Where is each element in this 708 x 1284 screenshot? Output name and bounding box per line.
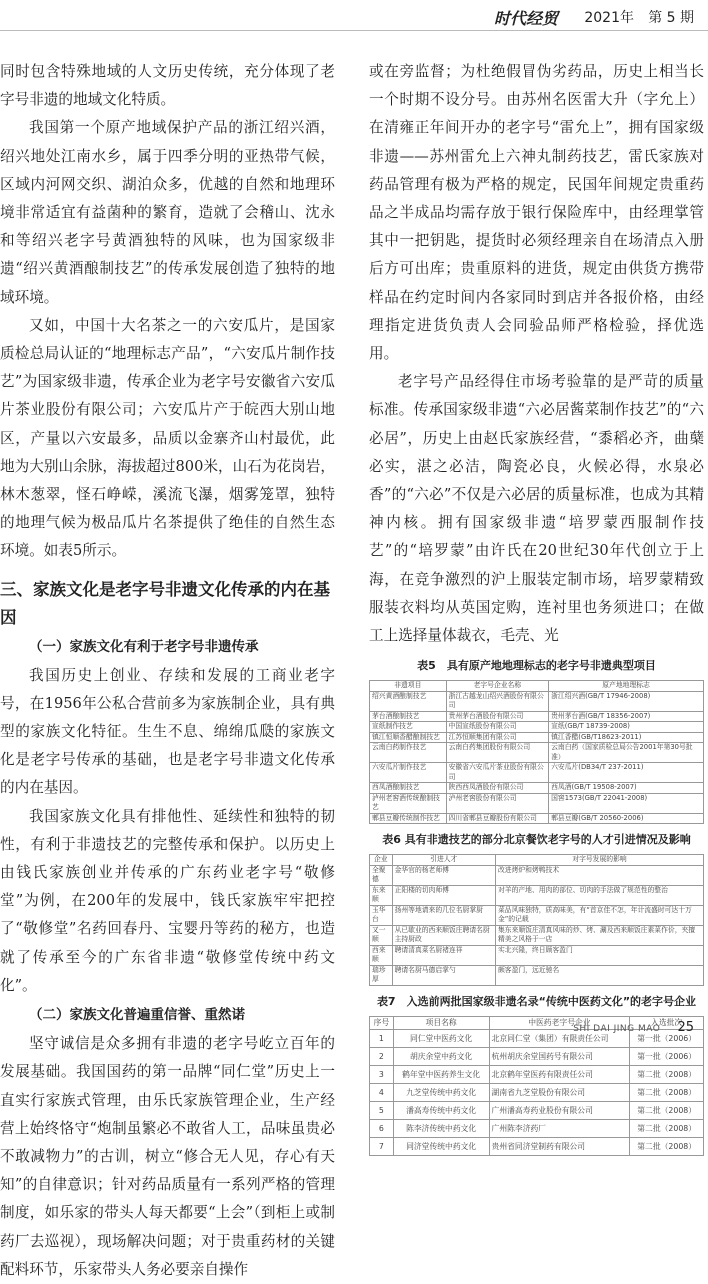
table-row xyxy=(370,1138,704,1156)
paragraph: 我国历史上创业、存续和发展的工商业老字号，在1956年公私合营前多为家族制企业，具有典型的家族文化特征。生生不息、绵绵瓜瓞的家族文化是老字号传承的基础，也是老字号非遗文化传承的内在基因。 xyxy=(0,666,335,797)
table-cell: 7 xyxy=(370,1138,394,1156)
table-cell: 玉华台 xyxy=(370,905,393,925)
table-cell: 湖南省九芝堂股份有限公司 xyxy=(489,1084,630,1102)
table-cell: 安徽省六安瓜片茶业股份有限公司 xyxy=(446,763,549,783)
table-cell: 北京同仁堂（集团）有限责任公司 xyxy=(489,1030,630,1048)
journal-name: 时代经贸 xyxy=(493,9,558,28)
table-cell: 又一顺 xyxy=(370,925,393,945)
table-cell: 陈李济传统中药文化 xyxy=(393,1120,489,1138)
paragraph: 或在旁监督；为杜绝假冒伪劣药品，历史上相当长一个时期不设分号。由苏州名医雷大升（字允上）在清雍正年间开办的老字号“雷允上”，拥有国家级非遗——苏州雷允上六神丸制药技艺，雷氏家族对药品管理有极为严格的规定，民国年间规定贵重药品之半成品均需存放于银行保险库中，由经理掌管其中一把钥匙，提货时必须经理亲自在场清点入册后方可出库；贵重原料的进货，规定由供货方携带样品在约定时间内各家同时到店并各报价格，由经理指定进货负责人会同验品师严格检验，择优选用。 xyxy=(369,63,704,363)
table-cell: 贵州茅台酒股份有限公司 xyxy=(446,711,549,722)
table-cell: 正阳楼的切肉师傅 xyxy=(392,885,495,905)
table-cell: 云南白药制作技艺 xyxy=(370,743,447,763)
table-row xyxy=(370,813,704,824)
table-cell: 云南白药（国家质检总局公告2001年第30号批准） xyxy=(549,743,704,763)
table-row xyxy=(370,925,704,945)
table-cell: 陕西西凤酒股份有限公司 xyxy=(446,783,549,794)
table-cell: 从已歇业的西来顺饭庄聘请名厨主持厨政 xyxy=(392,925,495,945)
table-cell: 贵州省同济堂制药有限公司 xyxy=(489,1138,630,1156)
table-row xyxy=(370,722,704,733)
table-cell: 同济堂传统中药文化 xyxy=(393,1138,489,1156)
table-header: 对字号发展的影响 xyxy=(495,855,703,866)
table-cell: 5 xyxy=(370,1102,394,1120)
table-cell: 宣纸(GB/T 18739-2008) xyxy=(549,722,704,733)
table-cell: 改进烤炉和烤鸭技术 xyxy=(495,865,703,885)
table-cell: 对羊的产地、用肉的部位、切肉的手法做了规范性的整治 xyxy=(495,885,703,905)
subsection-heading: （一）家族文化有利于老字号非遗传承 xyxy=(29,638,259,655)
table-row xyxy=(370,1102,704,1120)
table-header: 非遗项目 xyxy=(370,681,447,692)
table-header: 原产地地理标志 xyxy=(549,681,704,692)
table-header: 中医药老字号企业 xyxy=(489,1016,630,1030)
table-cell: 中国宣纸股份有限公司 xyxy=(446,722,549,733)
table-cell: 6 xyxy=(370,1120,394,1138)
table-cell: 聘请清真菜名厨褚连祥 xyxy=(392,945,495,965)
table-cell: 茅台酒酿制技艺 xyxy=(370,711,447,722)
table-cell: 江苏恒顺集团有限公司 xyxy=(446,732,549,743)
table7 xyxy=(369,1016,704,1157)
table-cell: 西来顺 xyxy=(370,945,393,965)
table-cell: 实北兴隆，终日顾客盈门 xyxy=(495,945,703,965)
table-cell: 六安瓜片(DB34/T 237-2011) xyxy=(549,763,704,783)
table-cell: 泸州老窖股份有限公司 xyxy=(446,793,549,813)
table-header: 入选批次 xyxy=(630,1016,704,1030)
table-cell: 云南白药集团股份有限公司 xyxy=(446,743,549,763)
table-cell: 镇江香醋(GB/T18623-2011) xyxy=(549,732,704,743)
journal-issue: 第 5 期 xyxy=(648,10,694,26)
table-cell: 郫县豆瓣(GB/T 20560-2006) xyxy=(549,813,704,824)
table-cell: 第二批（2008） xyxy=(630,1120,704,1138)
table6-caption: 表6 具有非遗技艺的部分北京餐饮老字号的人才引进情况及影响 xyxy=(382,833,691,847)
table-row xyxy=(370,865,704,885)
table-cell: 鹤年堂中医药养生文化 xyxy=(393,1066,489,1084)
table-cell: 颇客盈门，远近驰名 xyxy=(495,965,703,985)
section-heading: 三、家族文化是老字号非遗文化传承的内在基因 xyxy=(0,579,330,627)
table-cell: 六安瓜片制作技艺 xyxy=(370,763,447,783)
table-cell: 九芝堂传统中药文化 xyxy=(393,1084,489,1102)
table-row xyxy=(370,1066,704,1084)
table-header: 企业 xyxy=(370,855,393,866)
table-cell: 第二批（2008） xyxy=(630,1066,704,1084)
table-cell: 镇江恒顺香醋酿制技艺 xyxy=(370,732,447,743)
table-row xyxy=(370,905,704,925)
table-header: 项目名称 xyxy=(393,1016,489,1030)
table-row xyxy=(370,945,704,965)
footer-magazine: SHI DAI JING MAO xyxy=(573,1024,661,1034)
table-cell: 瑞珍厚 xyxy=(370,965,393,985)
table-header: 引进人才 xyxy=(392,855,495,866)
table-cell: 国窖1573(GB/T 22041-2008) xyxy=(549,793,704,813)
table-cell: 广州陈李济药厂 xyxy=(489,1120,630,1138)
table-cell: 浙江绍兴酒(GB/T 17946-2008) xyxy=(549,691,704,711)
table-row xyxy=(370,793,704,813)
table-cell: 第二批（2008） xyxy=(630,1084,704,1102)
page-header xyxy=(0,0,708,34)
table-cell: 杭州胡庆余堂国药号有限公司 xyxy=(489,1048,630,1066)
table-cell: 2 xyxy=(370,1048,394,1066)
table-row xyxy=(370,743,704,763)
table-cell: 第二批（2008） xyxy=(630,1138,704,1156)
table-row xyxy=(370,965,704,985)
table-cell: 全聚德 xyxy=(370,865,393,885)
table-cell: 绍兴黄酒酿制技艺 xyxy=(370,691,447,711)
table5 xyxy=(369,680,704,824)
table-cell: 潘高寿传统中药文化 xyxy=(393,1102,489,1120)
table-row xyxy=(370,1084,704,1102)
table-cell: 菜品风味独特，质高味美，有“首京佳不怎，年计流盛时可达十万金”的记载 xyxy=(495,905,703,925)
table-header: 序号 xyxy=(370,1016,394,1030)
table-cell: 北京鹤年堂医药有限责任公司 xyxy=(489,1066,630,1084)
table-cell: 四川省郫县豆瓣股份有限公司 xyxy=(446,813,549,824)
table-cell: 浙江古越龙山绍兴酒股份有限公司 xyxy=(446,691,549,711)
table-cell: 贵州茅台酒(GB/T 18356-2007) xyxy=(549,711,704,722)
paragraph: 我国第一个原产地域保护产品的浙江绍兴酒，绍兴地处江南水乡，属于四季分明的亚热带气候，区域内河网交织、湖泊众多，优越的自然和地理环境非常适宜有益菌种的繁育，造就了会稽山、沈永和等绍兴老字号黄酒独特的风味，也为国家级非遗“绍兴黄酒酿制技艺”的传承发展创造了独特的地域环境。 xyxy=(0,119,335,306)
paragraph: 坚守诚信是众多拥有非遗的老字号屹立百年的发展基础。我国国药的第一品牌“同仁堂”历史上一直实行家族式管理，由乐氏家族管理企业，生产经营上始终恪守“炮制虽繁必不敢省人工，品味虽贵必不敢减物力”的古训，树立“修合无人见，存心有天知”的自律意识；针对药品质量有一系列严格的管理制度，如乐家的带头人每天都要“上会”（到柜上或制药厂去巡视），现场解决问题；对于贵重药材的关键配料环节，乐家带头人务必要亲自操作 xyxy=(0,1035,335,1278)
table-cell: 泸州老窖酒传统酿制技艺 xyxy=(370,793,447,813)
paragraph: 老字号产品经得住市场考验靠的是严苛的质量标准。传承国家级非遗“六必居酱菜制作技艺”的“六必居”，历史上由赵氏家族经营，“黍稻必齐，曲蘖必实，湛之必洁，陶瓷必良，火候必得，水泉必香”的“六必”不仅是六必居的质量标准，也成为其精神内核。拥有国家级非遗“培罗蒙西服制作技艺”的“培罗蒙”由许氏在20世纪30年代创立于上海，在竞争激烈的沪上服装定制市场，培罗蒙精致服装衣料均从英国定购，连衬里也务须进口；在做工上选择量体裁衣，毛壳、光 xyxy=(369,373,704,645)
page-number: 25 xyxy=(677,1020,694,1035)
table-row xyxy=(370,763,704,783)
table7-caption: 表7 入选前两批国家级非遗名录“传统中医药文化”的老字号企业 xyxy=(376,994,697,1008)
table-cell: 第一批（2006） xyxy=(630,1030,704,1048)
table-cell: 东来顺 xyxy=(370,885,393,905)
table-row xyxy=(370,783,704,794)
table5-caption: 表5 具有原产地地理标志的老字号非遗典型项目 xyxy=(417,659,656,673)
paragraph: 我国家族文化具有排他性、延续性和独特的韧性，有利于非遗技艺的完整传承和保护。以历史上由钱氏家族创业并传承的广东药业老字号“敬修堂”为例，在200年的发展中，钱氏家族牢牢把控了“敬修堂”名药回春丹、宝婴丹等药的秘方，也造就了传承至今的广东省非遗“敬修堂传统中药文化”。 xyxy=(0,807,335,994)
table-row xyxy=(370,1120,704,1138)
table-cell: 集东来顺饭庄清真风味的炒、烤、涮及西来顺饭庄素菜作价，夹擅精美之风格于一店 xyxy=(495,925,703,945)
table-cell: 第二批（2008） xyxy=(630,1102,704,1120)
header-rule xyxy=(0,30,708,31)
table-header: 老字号企业名称 xyxy=(446,681,549,692)
table-row xyxy=(370,885,704,905)
paragraph: 同时包含特殊地域的人文历史传统，充分体现了老字号非遗的地域文化特质。 xyxy=(0,63,335,109)
paragraph: 又如，中国十大名茶之一的六安瓜片，是国家质检总局认证的“地理标志产品”，“六安瓜片制作技艺”为国家级非遗，传承企业为老字号安徽省六安瓜片茶业股份有限公司；六安瓜片产于皖西大别山地区，产量以六安最多，品质以金寨齐山村最优，此地为大别山余脉，海拔超过800米，山石为花岗岩，林木葱翠，怪石峥嵘，溪流飞瀑，烟雾笼罩，独特的地理气候为极品瓜片名茶提供了绝佳的自然生态环境。如表5所示。 xyxy=(0,316,335,560)
table-cell: 3 xyxy=(370,1066,394,1084)
table-cell: 4 xyxy=(370,1084,394,1102)
table-cell: 宣纸制作技艺 xyxy=(370,722,447,733)
table-row xyxy=(370,1048,704,1066)
page-footer xyxy=(573,1016,694,1035)
table-cell: 1 xyxy=(370,1030,394,1048)
table6 xyxy=(369,854,704,986)
table-cell: 西凤酒酿制技艺 xyxy=(370,783,447,794)
table-cell: 胡庆余堂中药文化 xyxy=(393,1048,489,1066)
journal-year: 2021年 xyxy=(584,10,634,26)
table-cell: 第一批（2006） xyxy=(630,1048,704,1066)
table-cell: 扬州等地请来的几位名厨掌厨 xyxy=(392,905,495,925)
table-row xyxy=(370,732,704,743)
table-cell: 郫县豆瓣传统制作技艺 xyxy=(370,813,447,824)
table-cell: 金华官的杨老师傅 xyxy=(392,865,495,885)
table-row xyxy=(370,711,704,722)
table-cell: 同仁堂中医药文化 xyxy=(393,1030,489,1048)
table-cell: 西凤酒(GB/T 19508-2007) xyxy=(549,783,704,794)
table-cell: 聘请名厨马德启掌勺 xyxy=(392,965,495,985)
subsection-heading: （二）家族文化普遍重信誉、重然诺 xyxy=(29,1007,245,1024)
left-column xyxy=(0,58,335,1278)
table-row xyxy=(370,691,704,711)
table-cell: 广州潘高寿药业股份有限公司 xyxy=(489,1102,630,1120)
